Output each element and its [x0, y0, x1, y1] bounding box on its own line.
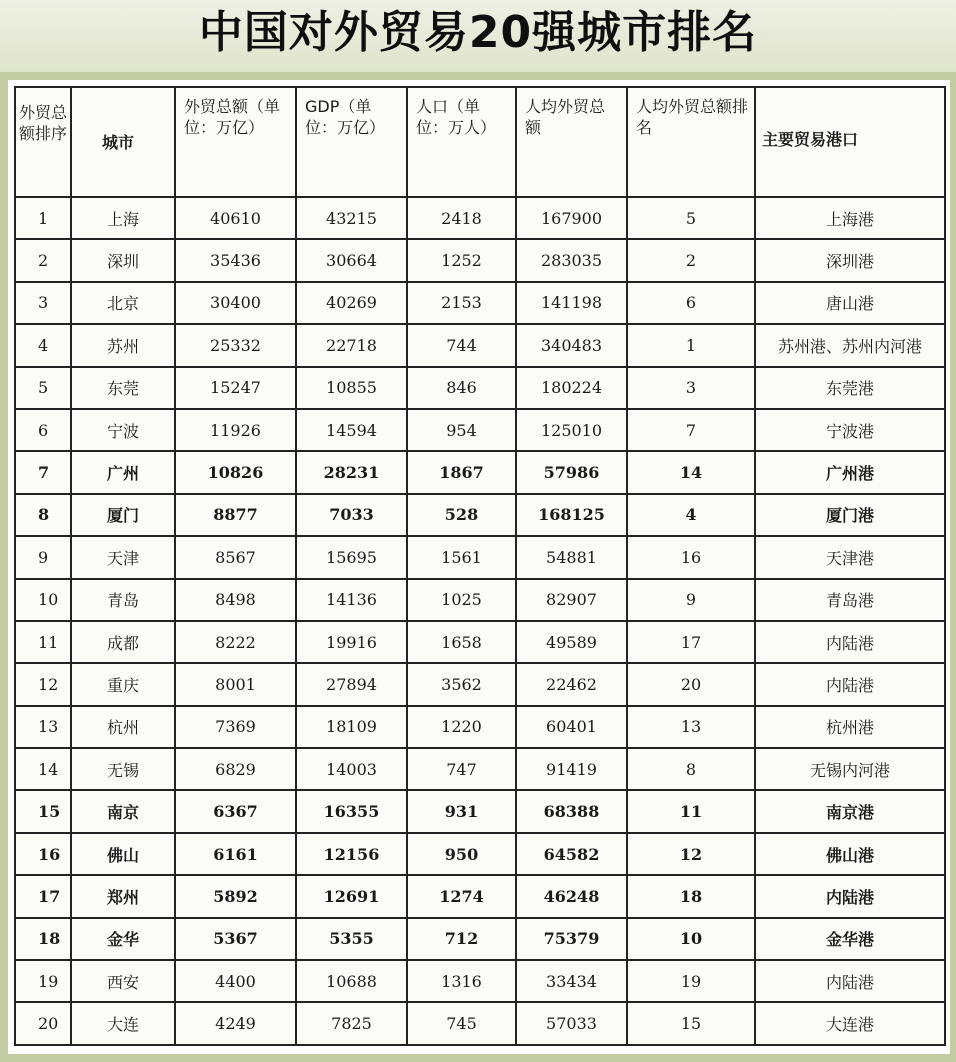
cell-rank: 17: [15, 875, 71, 917]
cell-per-capita: 82907: [516, 579, 627, 621]
cell-port: 内陆港: [755, 621, 945, 663]
cell-per-capita: 64582: [516, 833, 627, 875]
cell-port: 内陆港: [755, 960, 945, 1002]
table-row: [15, 875, 945, 917]
cell-trade: 15247: [175, 367, 296, 409]
cell-rank: 13: [15, 706, 71, 748]
cell-population: 1025: [407, 579, 516, 621]
cell-per-capita-rank: 15: [627, 1002, 755, 1045]
table-row: [15, 324, 945, 366]
cell-city: 厦门: [71, 494, 175, 536]
cell-rank: 19: [15, 960, 71, 1002]
cell-per-capita-rank: 2: [627, 239, 755, 281]
header-population: 人口（单位：万人）: [407, 87, 516, 197]
cell-population: 2418: [407, 197, 516, 239]
cell-trade: 8498: [175, 579, 296, 621]
cell-gdp: 28231: [296, 451, 407, 493]
table-row: [15, 960, 945, 1002]
cell-trade: 11926: [175, 409, 296, 451]
cell-city: 金华: [71, 918, 175, 960]
cell-gdp: 14136: [296, 579, 407, 621]
cell-population: 954: [407, 409, 516, 451]
cell-rank: 15: [15, 790, 71, 832]
cell-per-capita: 33434: [516, 960, 627, 1002]
cell-population: 1316: [407, 960, 516, 1002]
cell-population: 1220: [407, 706, 516, 748]
cell-gdp: 22718: [296, 324, 407, 366]
cell-per-capita: 180224: [516, 367, 627, 409]
cell-port: 上海港: [755, 197, 945, 239]
cell-per-capita-rank: 14: [627, 451, 755, 493]
table-row: [15, 833, 945, 875]
cell-per-capita: 46248: [516, 875, 627, 917]
cell-trade: 8877: [175, 494, 296, 536]
cell-population: 1561: [407, 536, 516, 578]
table-row: [15, 579, 945, 621]
cell-population: 1252: [407, 239, 516, 281]
cell-city: 天津: [71, 536, 175, 578]
cell-gdp: 14594: [296, 409, 407, 451]
cell-city: 成都: [71, 621, 175, 663]
header-port: 主要贸易港口: [755, 87, 945, 197]
cell-rank: 18: [15, 918, 71, 960]
table-row: [15, 282, 945, 324]
cell-rank: 14: [15, 748, 71, 790]
ranking-table: [14, 86, 946, 1046]
cell-population: 3562: [407, 663, 516, 705]
cell-gdp: 10855: [296, 367, 407, 409]
cell-rank: 4: [15, 324, 71, 366]
cell-city: 重庆: [71, 663, 175, 705]
cell-per-capita: 167900: [516, 197, 627, 239]
table-row: [15, 706, 945, 748]
table-row: [15, 239, 945, 281]
cell-rank: 7: [15, 451, 71, 493]
cell-gdp: 10688: [296, 960, 407, 1002]
cell-population: 1274: [407, 875, 516, 917]
header-per-capita: 人均外贸总额: [516, 87, 627, 197]
cell-per-capita-rank: 19: [627, 960, 755, 1002]
cell-population: 747: [407, 748, 516, 790]
table-sheet: [8, 80, 950, 1054]
cell-population: 2153: [407, 282, 516, 324]
cell-port: 内陆港: [755, 663, 945, 705]
cell-city: 上海: [71, 197, 175, 239]
cell-trade: 30400: [175, 282, 296, 324]
header-gdp: GDP（单位：万亿）: [296, 87, 407, 197]
cell-trade: 6161: [175, 833, 296, 875]
cell-per-capita-rank: 1: [627, 324, 755, 366]
cell-population: 744: [407, 324, 516, 366]
table-row: [15, 1002, 945, 1045]
table-row: [15, 536, 945, 578]
table-row: [15, 918, 945, 960]
cell-per-capita: 75379: [516, 918, 627, 960]
cell-gdp: 19916: [296, 621, 407, 663]
cell-population: 1658: [407, 621, 516, 663]
cell-city: 东莞: [71, 367, 175, 409]
cell-per-capita-rank: 7: [627, 409, 755, 451]
cell-gdp: 27894: [296, 663, 407, 705]
cell-rank: 3: [15, 282, 71, 324]
cell-city: 苏州: [71, 324, 175, 366]
header-per-capita-rank: 人均外贸总额排名: [627, 87, 755, 197]
cell-per-capita: 57986: [516, 451, 627, 493]
cell-port: 内陆港: [755, 875, 945, 917]
cell-population: 745: [407, 1002, 516, 1045]
cell-trade: 8567: [175, 536, 296, 578]
cell-port: 广州港: [755, 451, 945, 493]
cell-per-capita-rank: 16: [627, 536, 755, 578]
cell-port: 无锡内河港: [755, 748, 945, 790]
cell-trade: 4249: [175, 1002, 296, 1045]
cell-trade: 8001: [175, 663, 296, 705]
table-row: [15, 790, 945, 832]
cell-per-capita: 91419: [516, 748, 627, 790]
cell-gdp: 43215: [296, 197, 407, 239]
cell-trade: 8222: [175, 621, 296, 663]
cell-gdp: 12691: [296, 875, 407, 917]
cell-gdp: 12156: [296, 833, 407, 875]
cell-gdp: 16355: [296, 790, 407, 832]
cell-per-capita-rank: 12: [627, 833, 755, 875]
cell-trade: 40610: [175, 197, 296, 239]
cell-rank: 16: [15, 833, 71, 875]
cell-city: 佛山: [71, 833, 175, 875]
cell-rank: 2: [15, 239, 71, 281]
cell-rank: 10: [15, 579, 71, 621]
cell-trade: 6829: [175, 748, 296, 790]
cell-city: 杭州: [71, 706, 175, 748]
cell-per-capita: 283035: [516, 239, 627, 281]
page-title: 中国对外贸易20强城市排名: [198, 7, 758, 58]
table-row: [15, 663, 945, 705]
cell-trade: 7369: [175, 706, 296, 748]
cell-gdp: 14003: [296, 748, 407, 790]
cell-per-capita: 49589: [516, 621, 627, 663]
header-rank: 外贸总额排序: [15, 87, 71, 197]
table-row: [15, 494, 945, 536]
cell-per-capita: 22462: [516, 663, 627, 705]
title-banner: [0, 0, 956, 72]
cell-gdp: 18109: [296, 706, 407, 748]
cell-city: 宁波: [71, 409, 175, 451]
cell-population: 712: [407, 918, 516, 960]
cell-per-capita: 68388: [516, 790, 627, 832]
cell-rank: 1: [15, 197, 71, 239]
header-city: 城市: [71, 87, 175, 197]
cell-port: 大连港: [755, 1002, 945, 1045]
cell-gdp: 15695: [296, 536, 407, 578]
table-row: [15, 367, 945, 409]
cell-per-capita-rank: 18: [627, 875, 755, 917]
cell-gdp: 40269: [296, 282, 407, 324]
cell-population: 931: [407, 790, 516, 832]
cell-rank: 9: [15, 536, 71, 578]
cell-port: 佛山港: [755, 833, 945, 875]
cell-city: 广州: [71, 451, 175, 493]
cell-per-capita-rank: 4: [627, 494, 755, 536]
cell-per-capita: 60401: [516, 706, 627, 748]
cell-trade: 35436: [175, 239, 296, 281]
cell-port: 天津港: [755, 536, 945, 578]
cell-city: 青岛: [71, 579, 175, 621]
cell-city: 大连: [71, 1002, 175, 1045]
cell-city: 深圳: [71, 239, 175, 281]
cell-per-capita-rank: 6: [627, 282, 755, 324]
cell-population: 950: [407, 833, 516, 875]
cell-per-capita-rank: 3: [627, 367, 755, 409]
table-row: [15, 451, 945, 493]
cell-per-capita-rank: 17: [627, 621, 755, 663]
cell-trade: 6367: [175, 790, 296, 832]
cell-port: 青岛港: [755, 579, 945, 621]
cell-city: 无锡: [71, 748, 175, 790]
cell-trade: 10826: [175, 451, 296, 493]
cell-rank: 8: [15, 494, 71, 536]
cell-population: 1867: [407, 451, 516, 493]
cell-rank: 12: [15, 663, 71, 705]
cell-trade: 5892: [175, 875, 296, 917]
table-row: [15, 197, 945, 239]
cell-rank: 6: [15, 409, 71, 451]
cell-city: 北京: [71, 282, 175, 324]
cell-per-capita-rank: 10: [627, 918, 755, 960]
cell-port: 苏州港、苏州内河港: [755, 324, 945, 366]
cell-per-capita: 57033: [516, 1002, 627, 1045]
cell-per-capita-rank: 13: [627, 706, 755, 748]
cell-trade: 4400: [175, 960, 296, 1002]
header-trade: 外贸总额（单位：万亿）: [175, 87, 296, 197]
cell-rank: 11: [15, 621, 71, 663]
cell-per-capita-rank: 11: [627, 790, 755, 832]
cell-city: 郑州: [71, 875, 175, 917]
cell-per-capita: 54881: [516, 536, 627, 578]
cell-port: 杭州港: [755, 706, 945, 748]
table-row: [15, 748, 945, 790]
cell-per-capita: 141198: [516, 282, 627, 324]
cell-rank: 20: [15, 1002, 71, 1045]
cell-trade: 25332: [175, 324, 296, 366]
cell-port: 深圳港: [755, 239, 945, 281]
cell-gdp: 30664: [296, 239, 407, 281]
cell-gdp: 7825: [296, 1002, 407, 1045]
cell-per-capita-rank: 9: [627, 579, 755, 621]
cell-population: 528: [407, 494, 516, 536]
cell-trade: 5367: [175, 918, 296, 960]
table-row: [15, 621, 945, 663]
cell-gdp: 5355: [296, 918, 407, 960]
cell-port: 南京港: [755, 790, 945, 832]
cell-city: 西安: [71, 960, 175, 1002]
cell-port: 宁波港: [755, 409, 945, 451]
cell-population: 846: [407, 367, 516, 409]
cell-per-capita-rank: 8: [627, 748, 755, 790]
cell-per-capita-rank: 20: [627, 663, 755, 705]
cell-per-capita: 340483: [516, 324, 627, 366]
cell-port: 东莞港: [755, 367, 945, 409]
cell-city: 南京: [71, 790, 175, 832]
header-row: [15, 87, 945, 197]
cell-port: 唐山港: [755, 282, 945, 324]
cell-gdp: 7033: [296, 494, 407, 536]
cell-rank: 5: [15, 367, 71, 409]
cell-per-capita-rank: 5: [627, 197, 755, 239]
cell-port: 金华港: [755, 918, 945, 960]
cell-per-capita: 168125: [516, 494, 627, 536]
table-row: [15, 409, 945, 451]
cell-per-capita: 125010: [516, 409, 627, 451]
cell-port: 厦门港: [755, 494, 945, 536]
